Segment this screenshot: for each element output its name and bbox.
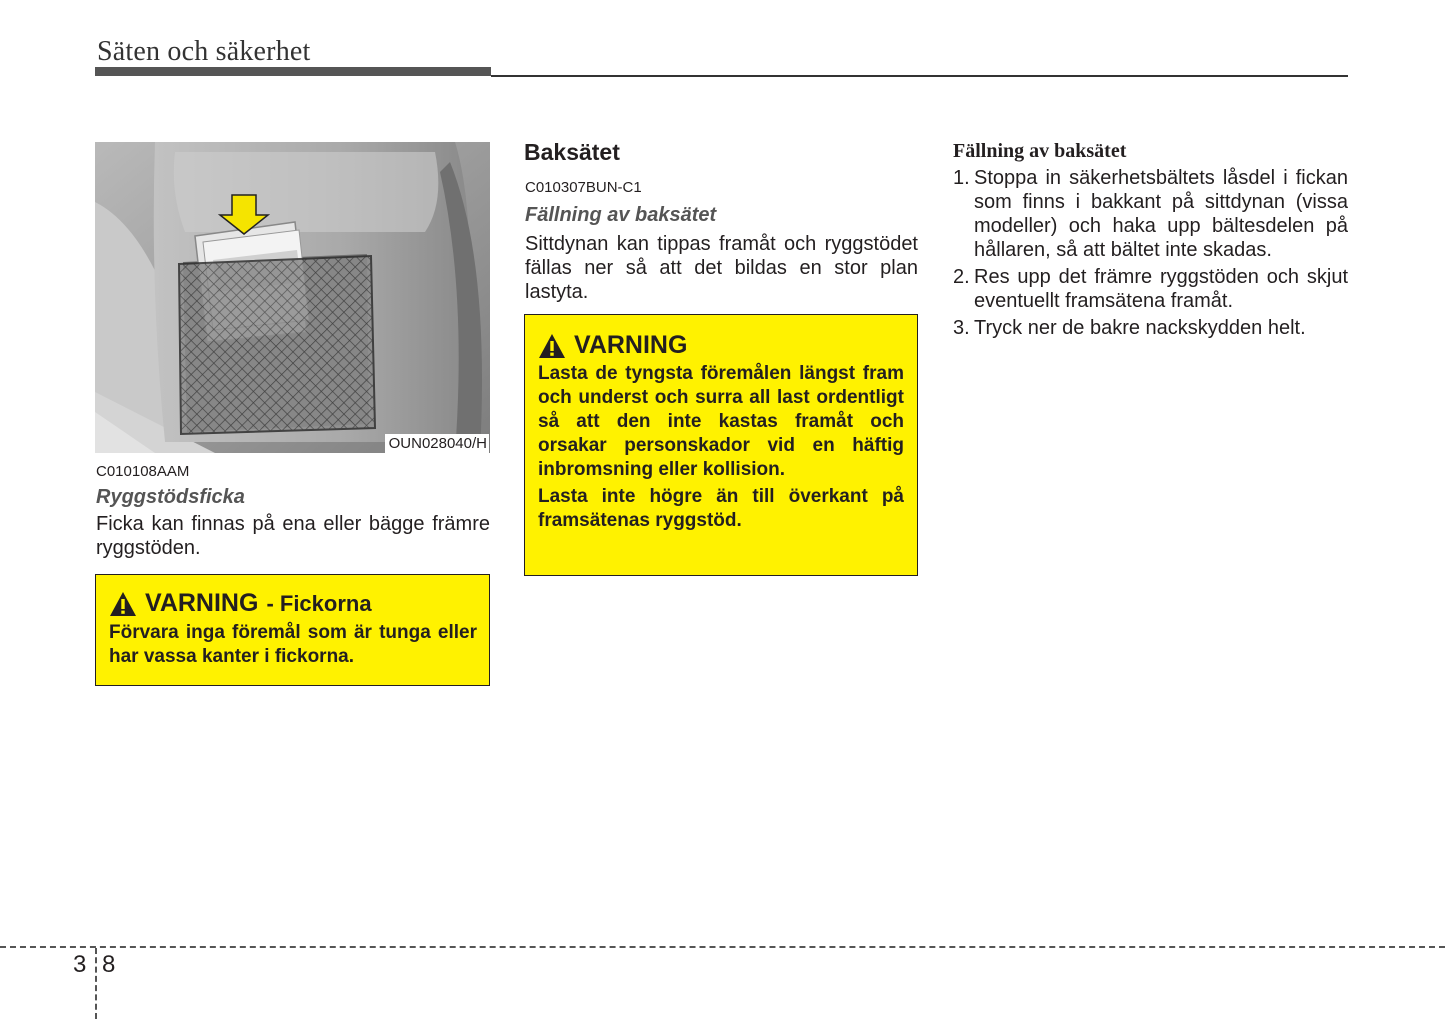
warning-box-pockets xyxy=(95,574,490,686)
chapter-number: 3 xyxy=(73,951,87,978)
footer-divider xyxy=(0,946,1445,948)
seatback-pocket-illustration xyxy=(95,142,490,453)
warning-paragraph-2: Lasta inte högre än till överkant på framsätenas ryggstöd. xyxy=(538,486,904,531)
page-number: 8 xyxy=(102,951,116,978)
image-code: OUN028040/H xyxy=(385,434,489,453)
steps-list xyxy=(953,166,1348,343)
list-item: 2. Res upp det främre ryggstöden och skjut eventuellt framsätena framåt. xyxy=(953,266,1348,312)
header-rule xyxy=(491,75,1348,77)
warning-triangle-icon xyxy=(538,333,566,359)
list-item: 1. Stoppa in säkerhetsbältets låsdel i fickan som finns i bakkant på sittdynan (vissa modeller) och haka upp bältesdelen på hållaren, så att bältet inte skadas. xyxy=(953,167,1348,261)
paragraph-pocket: Ficka kan finnas på ena eller bägge främre ryggstöden. xyxy=(96,513,490,559)
subheading-fallning: Fällning av baksätet xyxy=(525,204,717,226)
warning-box-cargo xyxy=(524,314,918,576)
warning-label: VARNING xyxy=(145,589,259,617)
warning-paragraph-1: Lasta de tyngsta föremålen längst fram och underst och surra all last ordentligt så att den inte kastas framåt och orsakar personskador vid en häftig inbromsning eller kollision. xyxy=(538,363,904,480)
chapter-title: Säten och säkerhet xyxy=(97,36,311,67)
section-code: C010108AAM xyxy=(96,463,190,480)
list-item: 3. Tryck ner de bakre nackskydden helt. xyxy=(953,317,1306,339)
seatback-pocket-drawing xyxy=(95,142,490,453)
subheading-ryggstodsficka: Ryggstödsficka xyxy=(96,486,245,508)
paragraph-baksatet: Sittdynan kan tippas framåt och ryggstödet fällas ner så att det bildas en stor plan lastyta. xyxy=(525,233,918,303)
warning-text: Förvara inga föremål som är tunga eller har vassa kanter i fickorna. xyxy=(109,622,477,667)
footer-page-divider xyxy=(95,948,97,1019)
section-code: C010307BUN-C1 xyxy=(525,179,642,196)
warning-suffix: - Fickorna xyxy=(266,590,372,616)
warning-label: VARNING xyxy=(574,331,688,359)
heading-fallning-av-baksatet: Fällning av baksätet xyxy=(953,140,1127,162)
section-title-baksatet: Baksätet xyxy=(524,139,620,165)
warning-title xyxy=(538,331,904,360)
warning-title xyxy=(109,589,477,618)
warning-triangle-icon xyxy=(109,591,137,617)
header-bar xyxy=(95,67,491,76)
